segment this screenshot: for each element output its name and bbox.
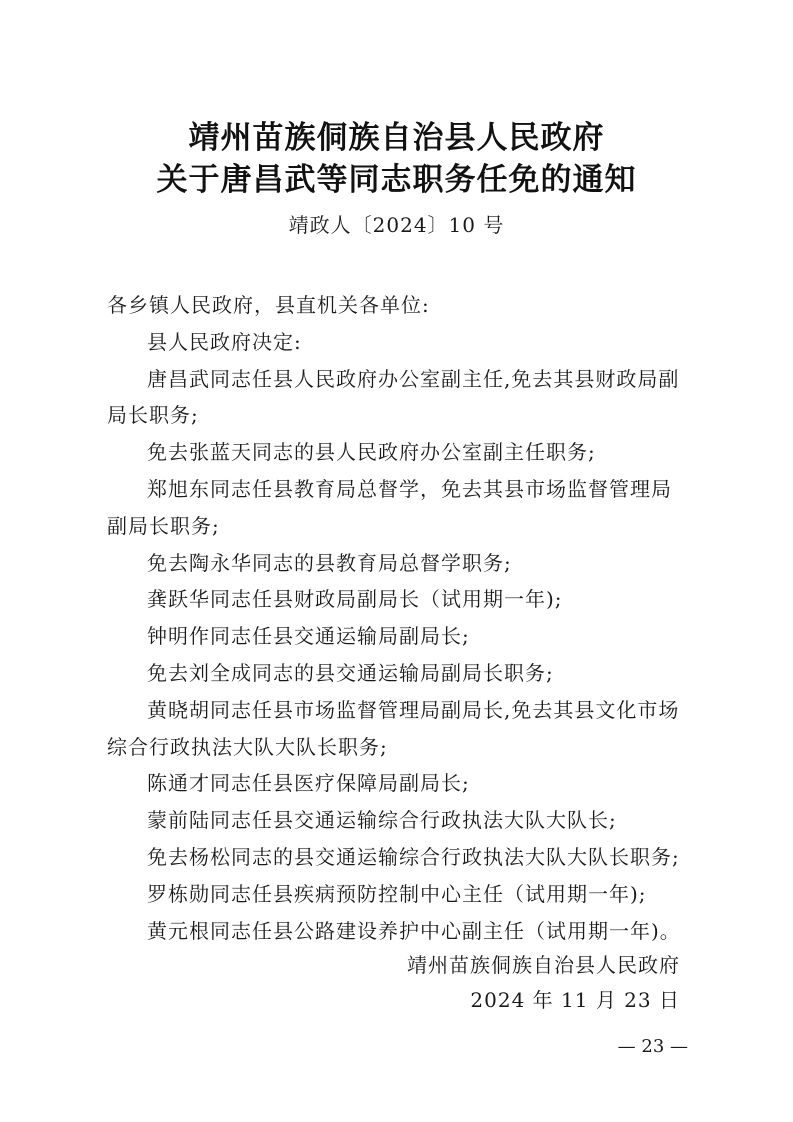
body-paragraph: 钟明作同志任县交通运输局副局长; — [147, 624, 470, 649]
title-line-1: 靖州苗族侗族自治县人民政府 — [188, 120, 605, 156]
signature-organization: 靖州苗族侗族自治县人民政府 — [407, 953, 680, 977]
body-paragraph: 免去杨松同志的县交通运输综合行政执法大队大队长职务; — [147, 844, 680, 869]
document-number: 靖政人〔2024〕10 号 — [288, 213, 505, 237]
document-body — [107, 287, 692, 949]
body-paragraph: 免去陶永华同志的县教育局总督学职务; — [147, 550, 512, 575]
body-paragraph: 罗栋勋同志任县疾病预防控制中心主任（试用期一年); — [147, 881, 647, 906]
body-paragraph: 龚跃华同志任县财政局副局长（试用期一年); — [147, 587, 563, 612]
body-paragraph: 黄元根同志任县公路建设养护中心副主任（试用期一年)。 — [147, 918, 681, 943]
body-paragraph: 郑旭东同志任县教育局总督学，免去其县市场监督管理局副局长职务; — [107, 476, 672, 538]
body-paragraph: 县人民政府决定: — [147, 329, 302, 354]
body-paragraph: 黄晓胡同志任县市场监督管理局副局长,免去其县文化市场综合行政执法大队大队长职务; — [107, 697, 680, 759]
salutation: 各乡镇人民政府，县直机关各单位: — [107, 293, 430, 317]
body-paragraph: 唐昌武同志任县人民政府办公室副主任,免去其县财政局副局长职务; — [107, 366, 680, 428]
page-number: — 23 — — [617, 1036, 688, 1057]
title-line-2: 关于唐昌武等同志职务任免的通知 — [156, 162, 637, 198]
body-paragraph: 免去刘全成同志的县交通运输局副局长职务; — [147, 660, 554, 685]
body-paragraph: 陈通才同志任县医疗保障局副局长; — [147, 771, 470, 796]
body-paragraph: 免去张蓝天同志的县人民政府办公室副主任职务; — [147, 440, 596, 465]
signature-date: 2024 年 11 月 23 日 — [470, 988, 680, 1012]
body-paragraph: 蒙前陆同志任县交通运输综合行政执法大队大队长; — [147, 808, 617, 833]
